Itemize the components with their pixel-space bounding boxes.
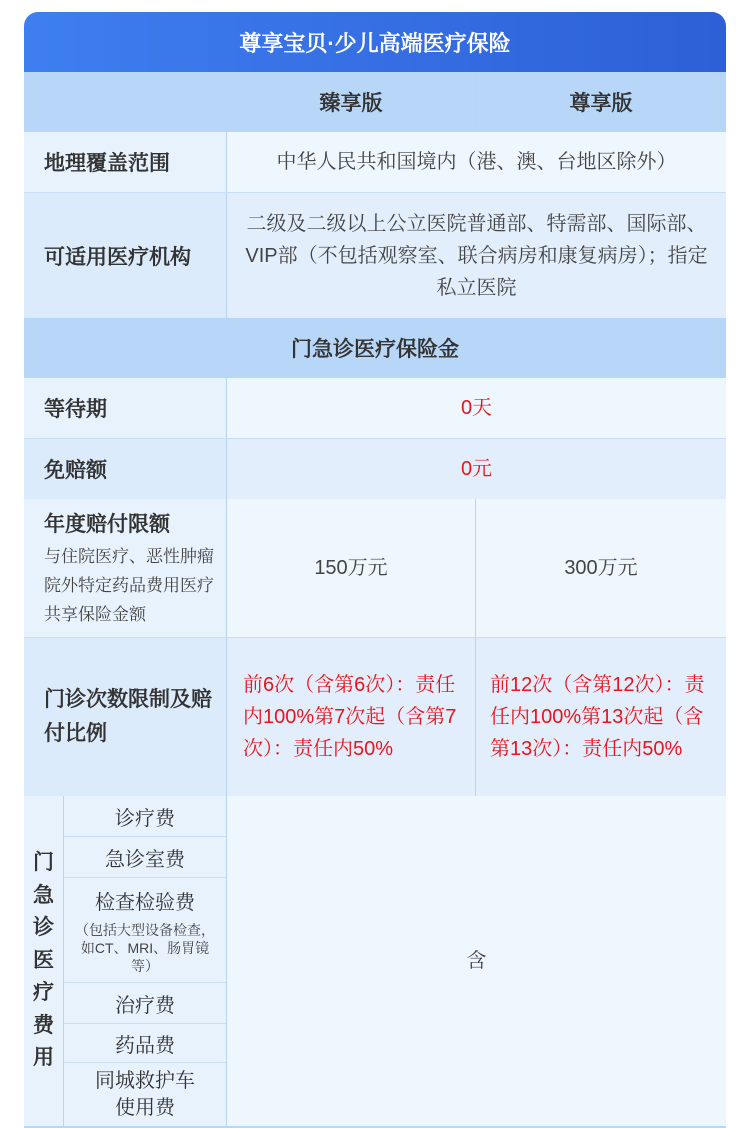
annual-note-text: 与住院医疗、恶性肿瘤院外特定药品费用医疗共享保险金额 bbox=[44, 546, 214, 624]
divider bbox=[24, 637, 726, 638]
plan-header-zunxiang bbox=[476, 72, 726, 132]
annual-value-text: 300万元 bbox=[564, 557, 638, 579]
expense-item-treatment bbox=[64, 983, 226, 1023]
divider bbox=[64, 836, 226, 837]
plan-name: 尊享版 bbox=[569, 92, 633, 115]
waiting-label-text: 等待期 bbox=[44, 398, 107, 421]
divider bbox=[64, 1023, 226, 1024]
divider bbox=[475, 499, 476, 796]
table-title bbox=[24, 12, 726, 72]
waiting-value-text: 0天 bbox=[460, 397, 493, 419]
expense-item-text: 药品费 bbox=[115, 1034, 175, 1057]
expense-item-examination bbox=[64, 878, 226, 982]
expense-item-ambulance bbox=[64, 1063, 226, 1126]
expenses-included-value bbox=[227, 796, 726, 1126]
plan-name: 臻享版 bbox=[319, 92, 383, 115]
annual-label bbox=[24, 499, 226, 637]
expense-item-consultation bbox=[64, 796, 226, 836]
deductible-label bbox=[24, 439, 226, 499]
expenses-group-label bbox=[24, 796, 63, 1126]
divider bbox=[24, 438, 726, 439]
institutions-label bbox=[24, 193, 226, 318]
geo-value bbox=[227, 132, 726, 192]
annual-label-text: 年度赔付限额 bbox=[44, 512, 170, 536]
expense-item-medicine bbox=[64, 1024, 226, 1062]
deductible-value-text: 0元 bbox=[460, 458, 493, 480]
annual-value-zhenxiang bbox=[227, 499, 475, 637]
expenses-value-text: 含 bbox=[466, 950, 487, 972]
insurance-table bbox=[24, 12, 726, 1128]
header-empty-cell bbox=[24, 72, 226, 132]
expense-item-text: 急诊室费 bbox=[105, 848, 185, 871]
divider bbox=[64, 1062, 226, 1063]
geo-label-text: 地理覆盖范围 bbox=[44, 152, 170, 175]
institutions-label-text: 可适用医疗机构 bbox=[44, 245, 191, 269]
expense-item-text: 诊疗费 bbox=[115, 807, 175, 830]
visits-label bbox=[24, 638, 226, 796]
institutions-value-text: 二级及二级以上公立医院普通部、特需部、国际部、VIP部（不包括观察室、联合病房和康复病房）；指定私立医院 bbox=[245, 212, 708, 299]
expense-item-text: 检查检验费 bbox=[95, 891, 195, 914]
visits-value-zhenxiang bbox=[227, 638, 475, 796]
deductible-value bbox=[227, 439, 726, 499]
expense-item-text: 同城救护车使用费 bbox=[95, 1069, 195, 1119]
visits-label-text: 门诊次数限制及赔付比例 bbox=[44, 688, 212, 745]
plan-header-zhenxiang bbox=[227, 72, 475, 132]
waiting-value bbox=[227, 378, 726, 438]
institutions-value bbox=[227, 193, 726, 318]
section-header bbox=[24, 318, 726, 378]
deductible-label-text: 免赔额 bbox=[44, 459, 107, 482]
divider bbox=[64, 982, 226, 983]
divider bbox=[475, 72, 476, 132]
expense-note-text: （包括大型设备检查，如CT、MRI、肠胃镜等） bbox=[75, 921, 215, 974]
expense-item-text: 治疗费 bbox=[115, 994, 175, 1017]
waiting-label bbox=[24, 378, 226, 438]
divider bbox=[64, 877, 226, 878]
visits-value-zunxiang bbox=[476, 638, 726, 796]
geo-value-text: 中华人民共和国境内（港、澳、台地区除外） bbox=[276, 151, 677, 173]
annual-value-zunxiang bbox=[476, 499, 726, 637]
divider bbox=[24, 192, 726, 193]
visits-value-text: 前6次（含第6次）：责任内100%第7次起（含第7次）：责任内50% bbox=[243, 674, 457, 760]
geo-label bbox=[24, 132, 226, 192]
divider bbox=[63, 796, 64, 1126]
expense-item-emergency bbox=[64, 837, 226, 877]
divider bbox=[226, 72, 227, 1128]
section-title: 门急诊医疗保险金 bbox=[291, 338, 459, 361]
expenses-group-text: 门急诊医疗费用 bbox=[33, 851, 54, 1070]
visits-value-text: 前12次（含第12次）：责任内100%第13次起（含第13次）：责任内50% bbox=[490, 674, 705, 760]
annual-value-text: 150万元 bbox=[314, 557, 388, 579]
title-text: 尊享宝贝·少儿高端医疗保险 bbox=[239, 30, 511, 56]
